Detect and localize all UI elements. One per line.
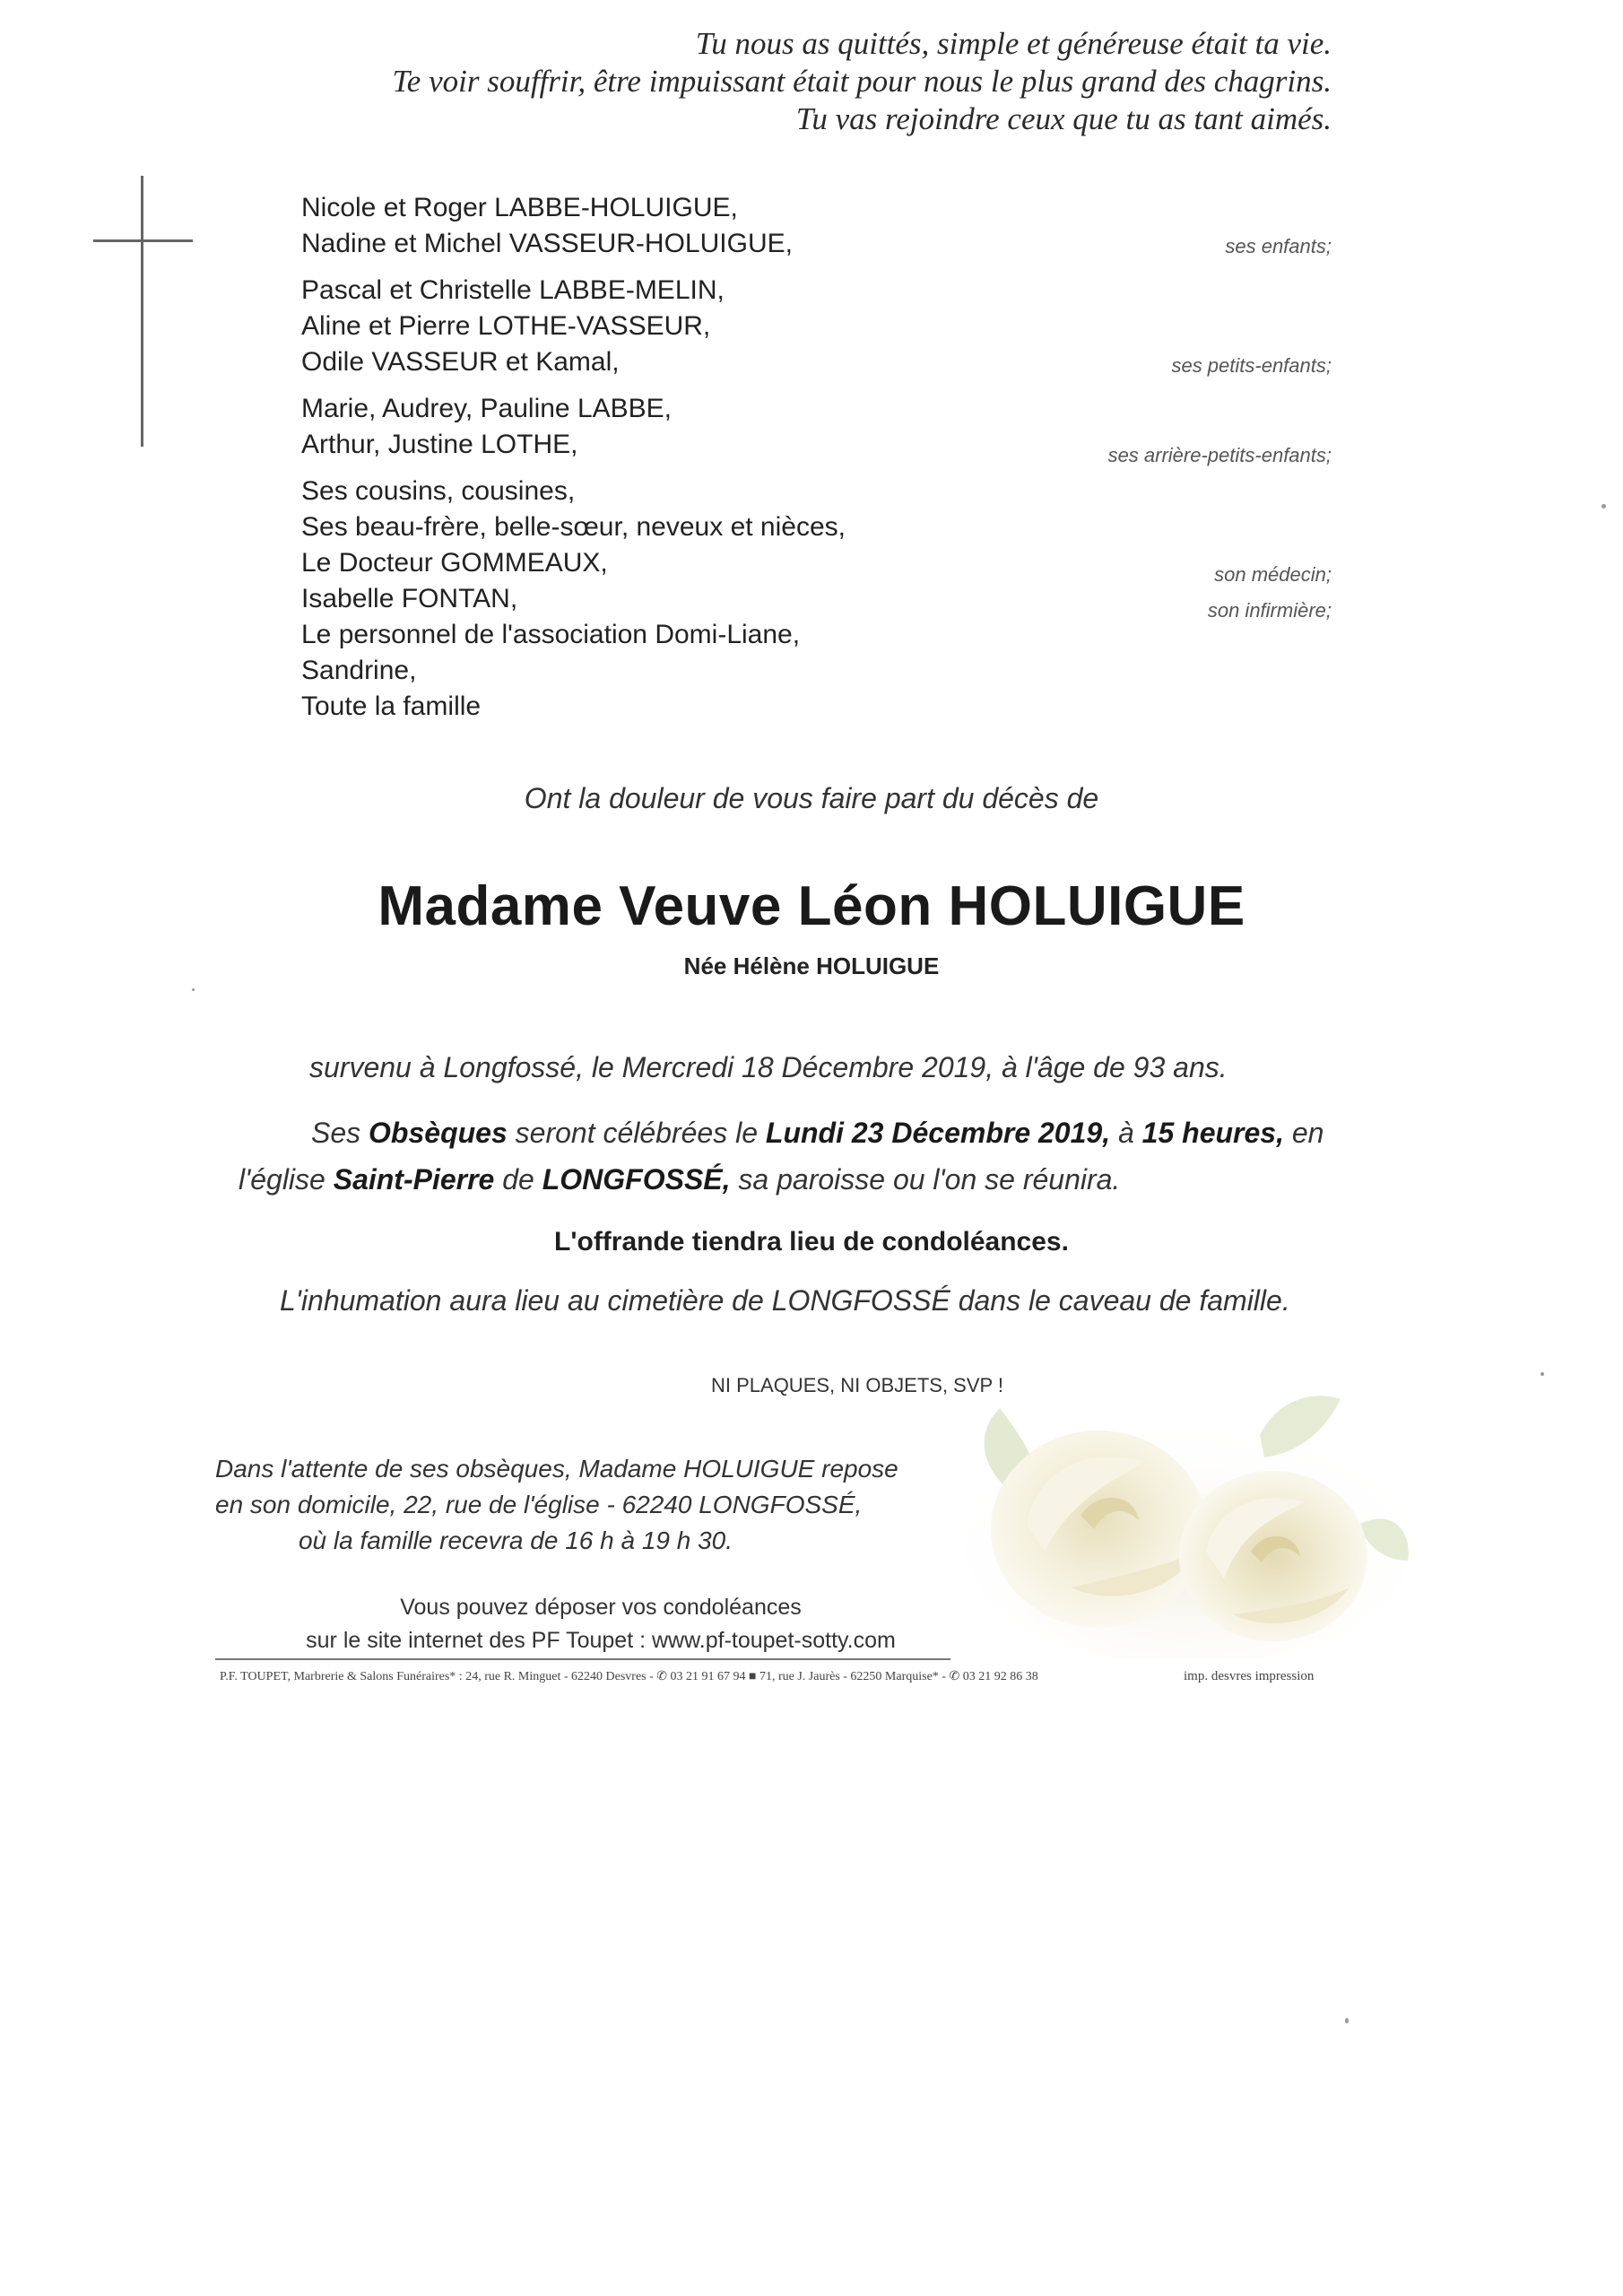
family-line: Arthur, Justine LOTHE, [301, 430, 578, 459]
text-span: en [1283, 1117, 1324, 1149]
family-line: Le personnel de l'association Domi-Liane, [301, 620, 801, 649]
family-line: Isabelle FONTAN, [301, 584, 518, 613]
funeral-time: 15 heures, [1141, 1117, 1284, 1149]
family-line: Aline et Pierre LOTHE-VASSEUR, [301, 311, 711, 341]
family-line: Sandrine, [301, 656, 417, 685]
text-span: sa paroisse ou l'on se réunira. [730, 1163, 1121, 1196]
town-name: LONGFOSSÉ, [542, 1163, 731, 1196]
maiden-name: Née Hélène HOLUIGUE [683, 952, 940, 979]
family-line: Ses beau-frère, belle-sœur, neveux et nièces, [301, 512, 846, 542]
condolences-line: sur le site internet des PF Toupet : www.pf-toupet-sotty.com [306, 1628, 896, 1653]
printer-credit: imp. desvres impression [1184, 1669, 1315, 1683]
text-span: de [494, 1163, 542, 1196]
no-plaques-note: NI PLAQUES, NI OBJETS, SVP ! [711, 1374, 1004, 1396]
funeral-line-2 [239, 1163, 1120, 1196]
cross-vertical-bar [141, 176, 143, 447]
family-line: Pascal et Christelle LABBE-MELIN, [301, 275, 725, 305]
family-line: Nicole et Roger LABBE-HOLUIGUE, [301, 193, 738, 222]
scan-speck [1345, 2018, 1349, 2023]
family-line: Toute la famille [301, 691, 482, 721]
scan-speck [1541, 1372, 1544, 1376]
family-line: Nadine et Michel VASSEUR-HOLUIGUE, [301, 229, 793, 258]
role-nurse: son infirmière; [1207, 599, 1332, 622]
text-span: seront célébrées le [507, 1117, 766, 1149]
text-span: l'église [239, 1163, 334, 1196]
burial-note: L'inhumation aura lieu au cimetière de LONGFOSSÉ dans le caveau de famille. [280, 1284, 1290, 1317]
role-grandchildren: ses petits-enfants; [1171, 354, 1332, 377]
viewing-info [215, 1451, 898, 1559]
church-name: Saint-Pierre [333, 1163, 495, 1196]
family-line: Marie, Audrey, Pauline LABBE, [301, 394, 672, 423]
funeral-date: Lundi 23 Décembre 2019, [765, 1117, 1111, 1149]
footer-address: P.F. TOUPET, Marbrerie & Salons Funéraires* : 24, rue R. Minguet - 62240 Desvres - ✆ 03 21 91 67 94 ■ 71, rue J. Jaurès - 62250 Marquise* - ✆ 03 21 92 86 38 [220, 1670, 1038, 1683]
poem-line: Tu vas rejoindre ceux que tu as tant aimés. [795, 101, 1332, 136]
role-doctor: son médecin; [1214, 563, 1332, 586]
poem-line: Te voir souffrir, être impuissant était pour nous le plus grand des chagrins. [392, 64, 1332, 99]
viewing-line: où la famille recevra de 16 h à 19 h 30. [298, 1526, 733, 1554]
condolences-line: Vous pouvez déposer vos condoléances [400, 1595, 802, 1620]
viewing-line: Dans l'attente de ses obsèques, Madame HOLUIGUE repose [215, 1455, 898, 1483]
family-line: Odile VASSEUR et Kamal, [301, 347, 620, 377]
scan-speck [192, 988, 195, 991]
deceased-name: Madame Veuve Léon HOLUIGUE [378, 875, 1245, 937]
text-bold: Obsèques [369, 1117, 508, 1149]
poem-line: Tu nous as quittés, simple et généreuse était ta vie. [695, 26, 1332, 61]
role-great-grandchildren: ses arrière-petits-enfants; [1107, 444, 1332, 466]
viewing-line: en son domicile, 22, rue de l'église - 62240 LONGFOSSÉ, [215, 1491, 863, 1518]
announcement-text: Ont la douleur de vous faire part du décès de [524, 782, 1099, 814]
poem [393, 25, 1332, 138]
offering-note: L'offrande tiendra lieu de condoléances. [554, 1227, 1069, 1257]
funeral-line-1 [311, 1117, 1324, 1150]
family-line: Le Docteur GOMMEAUX, [301, 548, 608, 578]
death-notice: survenu à Longfossé, le Mercredi 18 Décembre 2019, à l'âge de 93 ans. [309, 1051, 1228, 1083]
family-line: Ses cousins, cousines, [301, 476, 576, 506]
text-span: à [1110, 1117, 1142, 1149]
white-roses-image [964, 1372, 1412, 1659]
cross-horizontal-bar [93, 239, 193, 242]
text-span: Ses [311, 1117, 369, 1149]
role-children: ses enfants; [1225, 235, 1332, 257]
footer-divider [215, 1658, 950, 1660]
condolences-info [269, 1591, 933, 1657]
scan-speck [1601, 504, 1606, 509]
